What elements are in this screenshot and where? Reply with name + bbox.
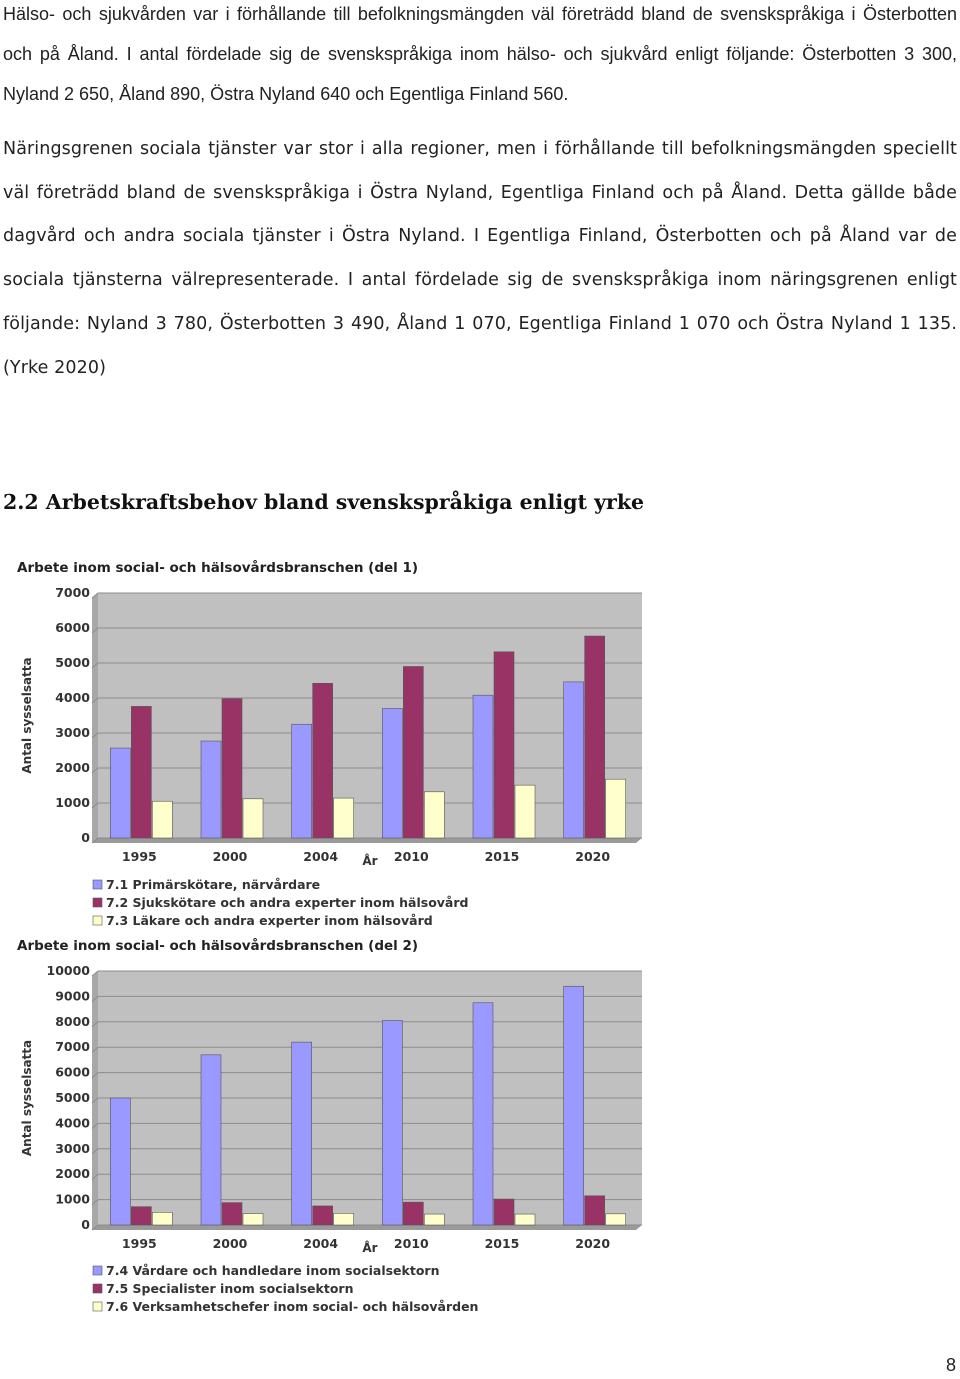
y-tick-label: 6000 [55,1064,90,1080]
bar [222,699,242,838]
legend-swatch [93,880,102,889]
bar [403,1202,423,1225]
y-tick-label: 7000 [55,1039,90,1055]
bar [403,667,423,839]
bar [585,636,605,838]
bar [382,709,402,839]
legend-entry: 7.2 Sjukskötare och andra experter inom hälsovård [106,895,469,910]
bar [292,724,312,838]
bar [110,748,130,838]
x-tick-label: 2000 [212,849,248,864]
x-tick-label: 1995 [121,849,157,864]
x-tick-label: 2004 [303,849,339,864]
x-tick-label: 2004 [303,1236,339,1251]
bar [243,799,263,838]
y-tick-label: 6000 [55,620,90,635]
bar [473,1003,493,1225]
x-axis-label: År [362,1241,378,1255]
legend-entry: 7.3 Läkare och andra experter inom hälsovård [106,913,433,928]
y-tick-label: 0 [81,830,90,845]
x-axis-label: År [362,854,378,868]
x-tick-label: 2020 [575,1236,611,1251]
y-tick-label: 2000 [55,760,90,775]
x-tick-label: 2000 [212,1236,248,1251]
bar [334,1213,354,1225]
y-tick-label: 3000 [55,1140,90,1156]
legend-entry: 7.6 Verksamhetschefer inom social- och hälsovården [106,1299,479,1314]
paragraph-healthcare: Hälso- och sjukvården var i förhållande till befolkningsmängden väl företrädd bland de svenskspråkiga i Österbotten och på Åland. I antal fördelade sig de svenskspråkiga inom hälso- och sjukvård enligt följande: Österbotten 3 300, Nyland 2 650, Åland 890, Östra Nyland 640 och Egentliga Finland 560. [3,4,957,104]
bar [382,1021,402,1225]
y-tick-label: 4000 [55,690,90,705]
bar [201,1055,221,1225]
bar [152,1212,172,1225]
plot-floor [92,838,642,843]
bar [473,695,493,838]
bar [292,1042,312,1225]
bar [313,1206,333,1225]
chart-part-2 [0,926,660,1326]
bar [564,682,584,838]
legend-swatch [93,1266,102,1275]
bar [131,1207,151,1225]
y-tick-label: 5000 [55,655,90,670]
x-tick-label: 2020 [575,849,611,864]
legend-swatch [93,1302,102,1311]
page-number: 8 [945,1355,956,1375]
legend-entry: 7.5 Specialister inom socialsektorn [106,1281,354,1296]
bar [110,1098,130,1225]
bar [131,706,151,838]
y-tick-label: 9000 [55,988,90,1004]
bar [494,1199,514,1225]
x-tick-label: 2015 [484,1236,520,1251]
legend-entry: 7.4 Vårdare och handledare inom socialsektorn [106,1263,440,1278]
y-tick-label: 1000 [55,795,90,810]
y-tick-label: 7000 [55,585,90,600]
y-tick-label: 4000 [55,1115,90,1131]
bar [334,798,354,838]
bar [424,1214,444,1225]
plot-floor [92,1225,642,1230]
y-tick-label: 10000 [46,963,90,978]
bar [606,1214,626,1225]
y-tick-label: 0 [81,1217,90,1232]
bar [606,779,626,838]
bar [515,785,535,838]
section-heading: 2.2 Arbetskraftsbehov bland svenskspråkiga enligt yrke [3,490,645,514]
paragraph-social-services: Näringsgrenen sociala tjänster var stor i alla regioner, men i förhållande till befolkningsmängden speciellt väl företrädd bland de svenskspråkiga i Östra Nyland, Egentliga Finland och på Åland. Detta gällde både dagvård och andra sociala tjänster i Östra Nyland. I Egentliga Finland, Österbotten och på Åland var de sociala tjänsterna välrepresenterade. I antal fördelade sig de svenskspråkiga inom näringsgrenen enligt följande: Nyland 3 780, Österbotten 3 490, Åland 1 070, Egentliga Finland 1 070 och Östra Nyland 1 135. (Yrke 2020) [3,139,957,378]
chart-title: Arbete inom social- och hälsovårdsbranschen (del 1) [17,560,419,576]
bar [243,1214,263,1225]
legend-swatch [93,916,102,925]
bar [222,1203,242,1225]
y-tick-label: 3000 [55,725,90,740]
bar [585,1196,605,1225]
legend-entry: 7.1 Primärskötare, närvårdare [106,877,321,892]
bar [515,1214,535,1225]
bar [564,986,584,1225]
legend-swatch [93,898,102,907]
y-tick-label: 5000 [55,1090,90,1105]
bar [152,801,172,838]
bar [313,683,333,838]
bar [201,741,221,838]
x-tick-label: 1995 [121,1236,157,1251]
y-axis-label: Antal sysselsatta [20,1039,34,1157]
x-tick-label: 2010 [393,1236,429,1251]
x-tick-label: 2015 [484,849,520,864]
y-tick-label: 8000 [55,1013,90,1029]
plot-area [98,593,642,838]
chart-title: Arbete inom social- och hälsovårdsbranschen (del 2) [17,938,419,954]
y-tick-label: 2000 [55,1166,90,1182]
x-tick-label: 2010 [393,849,429,864]
y-axis-label: Antal sysselsatta [20,657,34,774]
bar [494,652,514,838]
legend-swatch [93,1284,102,1293]
y-tick-label: 1000 [55,1191,90,1207]
bar [424,792,444,838]
chart-part-1 [0,548,660,928]
